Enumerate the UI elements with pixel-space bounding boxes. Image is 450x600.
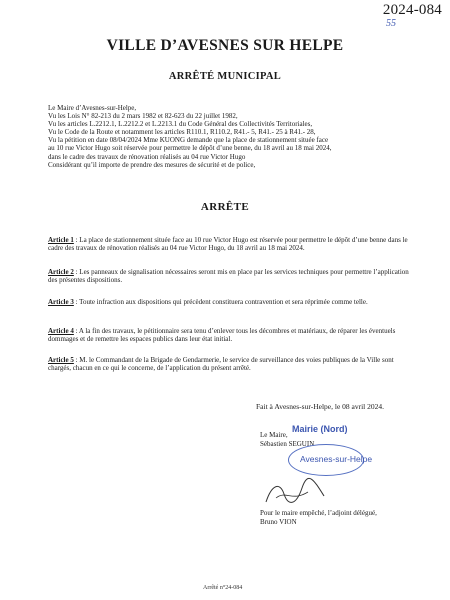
article-2 <box>48 268 416 285</box>
article-text: : A la fin des travaux, le pétitionnaire sera tenu d’enlever tous les décombres et matériaux, de réparer les éventuels dommages et de remettre les espaces publics dans leur état initial. <box>48 327 396 344</box>
preamble-line: dans le cadre des travaux de rénovation réalisés au 04 rue Victor Hugo <box>48 152 246 161</box>
article-label: Article 2 <box>48 268 74 276</box>
signatory-name: Sébastien SEGUIN <box>260 439 315 448</box>
footer-reference: Arrêté n°24-084 <box>203 585 243 591</box>
preamble-line: Vu les Lois N° 82-213 du 2 mars 1982 et 82-623 du 22 juillet 1982, <box>48 112 238 121</box>
delegation-block <box>260 509 377 526</box>
handwritten-annotation: 55 <box>386 18 396 29</box>
preamble-line: Le Maire d’Avesnes-sur-Helpe, <box>48 104 137 112</box>
article-label: Article 4 <box>48 327 74 335</box>
article-4 <box>48 327 416 344</box>
article-text: : Les panneaux de signalisation nécessaires seront mis en place par les services techniques pour permettre l’application des présentes dispositions. <box>48 268 409 285</box>
section-heading: ARRÊTE <box>200 201 250 213</box>
delegation-text: Pour le maire empêché, l’adjoint délégué, <box>260 509 377 517</box>
article-5 <box>48 356 416 373</box>
article-label: Article 5 <box>48 356 74 364</box>
preamble <box>48 104 418 169</box>
preamble-line: Considérant qu’il importe de prendre des mesures de sécurité et de police, <box>48 160 256 169</box>
document-subtitle: ARRÊTÉ MUNICIPAL <box>168 71 282 82</box>
article-text: : Toute infraction aux dispositions qui précèdent constituera contravention et sera réprimée comme telle. <box>73 298 368 306</box>
article-1 <box>48 236 416 253</box>
stamp-text-bottom: Avesnes-sur-Helpe <box>300 454 373 464</box>
signatory-role: Le Maire, <box>260 431 288 439</box>
preamble-line: Vu la pétition en date 08/04/2024 Mme KUONG demande que la place de stationnement située face <box>48 136 329 145</box>
preamble-line: Vu le Code de la Route et notamment les articles R110.1, R110.2, R41.- 5, R41.- 25 à R41.- 28, <box>48 128 316 137</box>
stamp-text-top: Mairie (Nord) <box>292 424 348 434</box>
document-title: VILLE D’AVESNES SUR HELPE <box>106 37 344 54</box>
signature-scribble <box>262 476 332 508</box>
article-text: : La place de stationnement située face au 10 rue Victor Hugo est réservée pour permettre le dépôt d’une benne dans le cadre des travaux de rénovation réalisés au 04 rue Victor Hugo, du 18 avril au 18 mai 2024. <box>48 236 408 253</box>
document-reference-number: 2024-084 <box>382 2 442 18</box>
place-and-date: Fait à Avesnes-sur-Helpe, le 08 avril 2024. <box>256 402 385 411</box>
delegation-name: Bruno VION <box>260 517 297 526</box>
article-text: : M. le Commandant de la Brigade de Gendarmerie, le service de surveillance des voies publiques de la Ville sont chargés, chacun en ce qui le concerne, de l’application du présent arrêté. <box>48 356 394 373</box>
preamble-line: Vu les articles L.2212.1, L.2212.2 et L.2213.1 du Code Général des Collectivités Territoriales, <box>48 120 313 129</box>
article-label: Article 3 <box>48 298 74 306</box>
article-label: Article 1 <box>48 236 74 244</box>
article-3 <box>48 298 416 306</box>
preamble-line: au 10 rue Victor Hugo soit réservée pour permettre le dépôt d’une benne, du 18 avril au 18 mai 2024, <box>48 144 332 153</box>
